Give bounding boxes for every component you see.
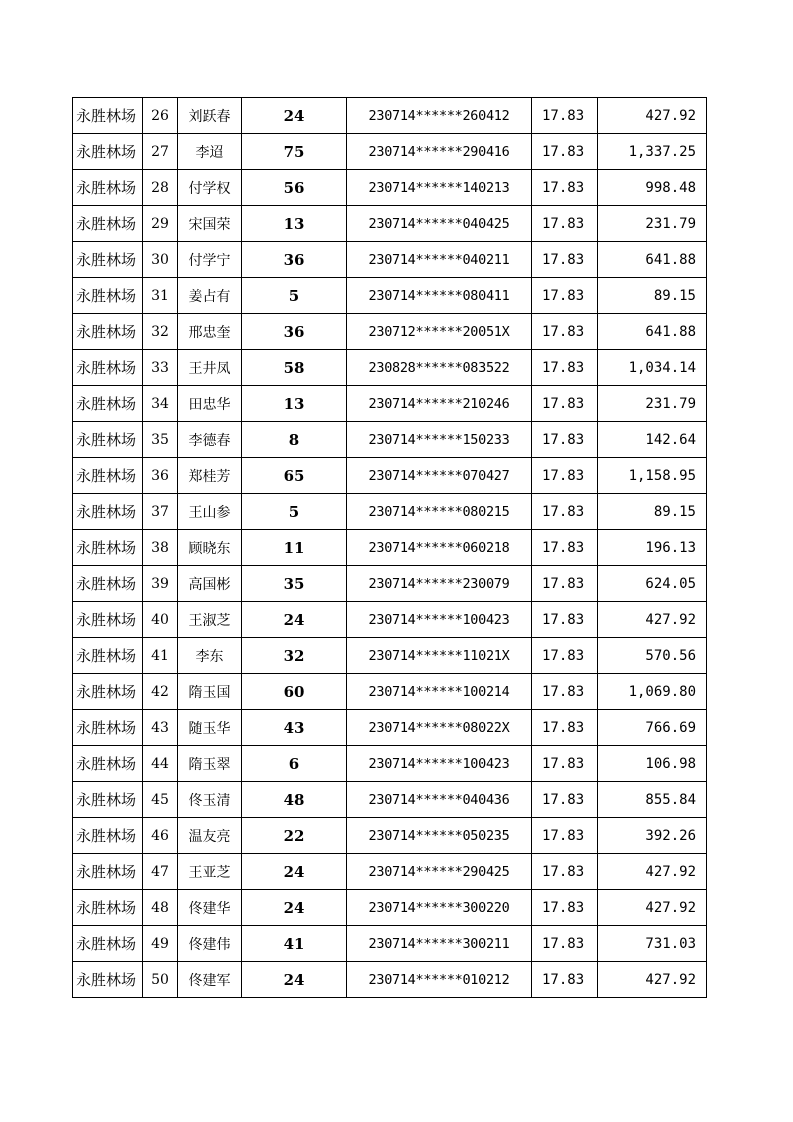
row-number-cell: 35 (143, 422, 178, 458)
table-row (73, 278, 707, 314)
name-cell: 王淑芝 (178, 602, 242, 638)
amount-cell: 427.92 (598, 890, 707, 926)
area-cell: 24 (242, 854, 347, 890)
id-number-cell: 230714******100423 (347, 602, 532, 638)
table-row (73, 854, 707, 890)
unit-cell: 永胜林场 (73, 170, 143, 206)
id-number-cell: 230714******290416 (347, 134, 532, 170)
name-cell: 王井凤 (178, 350, 242, 386)
name-cell: 隋玉翠 (178, 746, 242, 782)
area-cell: 43 (242, 710, 347, 746)
name-cell: 佟建伟 (178, 926, 242, 962)
amount-cell: 196.13 (598, 530, 707, 566)
area-cell: 56 (242, 170, 347, 206)
id-number-cell: 230714******210246 (347, 386, 532, 422)
row-number-cell: 45 (143, 782, 178, 818)
id-number-cell: 230714******050235 (347, 818, 532, 854)
row-number-cell: 43 (143, 710, 178, 746)
area-cell: 60 (242, 674, 347, 710)
row-number-cell: 26 (143, 98, 178, 134)
id-number-cell: 230714******300220 (347, 890, 532, 926)
unit-cell: 永胜林场 (73, 962, 143, 998)
area-cell: 36 (242, 314, 347, 350)
rate-cell: 17.83 (532, 854, 598, 890)
id-number-cell: 230714******11021X (347, 638, 532, 674)
id-number-cell: 230714******080215 (347, 494, 532, 530)
unit-cell: 永胜林场 (73, 746, 143, 782)
area-cell: 8 (242, 422, 347, 458)
name-cell: 李迢 (178, 134, 242, 170)
area-cell: 24 (242, 602, 347, 638)
rate-cell: 17.83 (532, 314, 598, 350)
amount-cell: 392.26 (598, 818, 707, 854)
amount-cell: 231.79 (598, 386, 707, 422)
id-number-cell: 230714******08022X (347, 710, 532, 746)
area-cell: 22 (242, 818, 347, 854)
rate-cell: 17.83 (532, 638, 598, 674)
row-number-cell: 36 (143, 458, 178, 494)
row-number-cell: 46 (143, 818, 178, 854)
unit-cell: 永胜林场 (73, 98, 143, 134)
name-cell: 李德春 (178, 422, 242, 458)
unit-cell: 永胜林场 (73, 458, 143, 494)
area-cell: 11 (242, 530, 347, 566)
unit-cell: 永胜林场 (73, 422, 143, 458)
table-row (73, 350, 707, 386)
row-number-cell: 50 (143, 962, 178, 998)
name-cell: 王亚芝 (178, 854, 242, 890)
table-row (73, 566, 707, 602)
table-row (73, 818, 707, 854)
area-cell: 5 (242, 494, 347, 530)
unit-cell: 永胜林场 (73, 134, 143, 170)
row-number-cell: 28 (143, 170, 178, 206)
id-number-cell: 230714******300211 (347, 926, 532, 962)
id-number-cell: 230714******040436 (347, 782, 532, 818)
amount-cell: 1,158.95 (598, 458, 707, 494)
rate-cell: 17.83 (532, 746, 598, 782)
table-row (73, 494, 707, 530)
id-number-cell: 230714******100423 (347, 746, 532, 782)
rate-cell: 17.83 (532, 566, 598, 602)
table-row (73, 782, 707, 818)
table-row (73, 170, 707, 206)
name-cell: 王山参 (178, 494, 242, 530)
name-cell: 郑桂芳 (178, 458, 242, 494)
rate-cell: 17.83 (532, 242, 598, 278)
rate-cell: 17.83 (532, 278, 598, 314)
unit-cell: 永胜林场 (73, 278, 143, 314)
id-number-cell: 230714******070427 (347, 458, 532, 494)
rate-cell: 17.83 (532, 782, 598, 818)
area-cell: 6 (242, 746, 347, 782)
amount-cell: 998.48 (598, 170, 707, 206)
unit-cell: 永胜林场 (73, 710, 143, 746)
rate-cell: 17.83 (532, 530, 598, 566)
amount-cell: 570.56 (598, 638, 707, 674)
unit-cell: 永胜林场 (73, 782, 143, 818)
row-number-cell: 37 (143, 494, 178, 530)
rate-cell: 17.83 (532, 134, 598, 170)
rate-cell: 17.83 (532, 350, 598, 386)
id-number-cell: 230714******230079 (347, 566, 532, 602)
id-number-cell: 230714******140213 (347, 170, 532, 206)
row-number-cell: 31 (143, 278, 178, 314)
unit-cell: 永胜林场 (73, 242, 143, 278)
area-cell: 24 (242, 890, 347, 926)
area-cell: 13 (242, 206, 347, 242)
row-number-cell: 38 (143, 530, 178, 566)
row-number-cell: 27 (143, 134, 178, 170)
rate-cell: 17.83 (532, 602, 598, 638)
rate-cell: 17.83 (532, 98, 598, 134)
rate-cell: 17.83 (532, 386, 598, 422)
amount-cell: 427.92 (598, 602, 707, 638)
rate-cell: 17.83 (532, 206, 598, 242)
name-cell: 温友亮 (178, 818, 242, 854)
name-cell: 顾晓东 (178, 530, 242, 566)
area-cell: 65 (242, 458, 347, 494)
row-number-cell: 33 (143, 350, 178, 386)
unit-cell: 永胜林场 (73, 566, 143, 602)
name-cell: 田忠华 (178, 386, 242, 422)
name-cell: 佟建军 (178, 962, 242, 998)
row-number-cell: 40 (143, 602, 178, 638)
table-row (73, 746, 707, 782)
table-row (73, 638, 707, 674)
table-row (73, 386, 707, 422)
row-number-cell: 34 (143, 386, 178, 422)
name-cell: 刘跃春 (178, 98, 242, 134)
amount-cell: 106.98 (598, 746, 707, 782)
unit-cell: 永胜林场 (73, 314, 143, 350)
amount-cell: 89.15 (598, 494, 707, 530)
area-cell: 35 (242, 566, 347, 602)
id-number-cell: 230714******040425 (347, 206, 532, 242)
table-row (73, 206, 707, 242)
name-cell: 邢忠奎 (178, 314, 242, 350)
id-number-cell: 230712******20051X (347, 314, 532, 350)
row-number-cell: 47 (143, 854, 178, 890)
table-row (73, 314, 707, 350)
row-number-cell: 42 (143, 674, 178, 710)
row-number-cell: 39 (143, 566, 178, 602)
name-cell: 付学宁 (178, 242, 242, 278)
unit-cell: 永胜林场 (73, 530, 143, 566)
row-number-cell: 49 (143, 926, 178, 962)
rate-cell: 17.83 (532, 890, 598, 926)
table-row (73, 98, 707, 134)
table-row (73, 674, 707, 710)
name-cell: 宋国荣 (178, 206, 242, 242)
id-number-cell: 230714******060218 (347, 530, 532, 566)
area-cell: 36 (242, 242, 347, 278)
amount-cell: 427.92 (598, 98, 707, 134)
table-row (73, 710, 707, 746)
name-cell: 隋玉国 (178, 674, 242, 710)
rate-cell: 17.83 (532, 494, 598, 530)
area-cell: 58 (242, 350, 347, 386)
amount-cell: 427.92 (598, 962, 707, 998)
unit-cell: 永胜林场 (73, 926, 143, 962)
rate-cell: 17.83 (532, 170, 598, 206)
rate-cell: 17.83 (532, 710, 598, 746)
area-cell: 48 (242, 782, 347, 818)
unit-cell: 永胜林场 (73, 350, 143, 386)
row-number-cell: 32 (143, 314, 178, 350)
area-cell: 5 (242, 278, 347, 314)
unit-cell: 永胜林场 (73, 854, 143, 890)
rate-cell: 17.83 (532, 422, 598, 458)
amount-cell: 1,069.80 (598, 674, 707, 710)
id-number-cell: 230714******010212 (347, 962, 532, 998)
id-number-cell: 230714******080411 (347, 278, 532, 314)
row-number-cell: 48 (143, 890, 178, 926)
name-cell: 随玉华 (178, 710, 242, 746)
amount-cell: 855.84 (598, 782, 707, 818)
area-cell: 32 (242, 638, 347, 674)
table-row (73, 890, 707, 926)
row-number-cell: 44 (143, 746, 178, 782)
name-cell: 佟建华 (178, 890, 242, 926)
table-row (73, 926, 707, 962)
unit-cell: 永胜林场 (73, 674, 143, 710)
row-number-cell: 29 (143, 206, 178, 242)
area-cell: 13 (242, 386, 347, 422)
amount-cell: 89.15 (598, 278, 707, 314)
amount-cell: 641.88 (598, 314, 707, 350)
id-number-cell: 230828******083522 (347, 350, 532, 386)
rate-cell: 17.83 (532, 818, 598, 854)
table-row (73, 422, 707, 458)
amount-cell: 1,034.14 (598, 350, 707, 386)
amount-cell: 731.03 (598, 926, 707, 962)
amount-cell: 624.05 (598, 566, 707, 602)
name-cell: 高国彬 (178, 566, 242, 602)
unit-cell: 永胜林场 (73, 206, 143, 242)
area-cell: 24 (242, 962, 347, 998)
unit-cell: 永胜林场 (73, 494, 143, 530)
table-row (73, 962, 707, 998)
unit-cell: 永胜林场 (73, 818, 143, 854)
id-number-cell: 230714******260412 (347, 98, 532, 134)
id-number-cell: 230714******040211 (347, 242, 532, 278)
amount-cell: 641.88 (598, 242, 707, 278)
unit-cell: 永胜林场 (73, 602, 143, 638)
name-cell: 付学权 (178, 170, 242, 206)
rate-cell: 17.83 (532, 674, 598, 710)
amount-cell: 1,337.25 (598, 134, 707, 170)
amount-cell: 142.64 (598, 422, 707, 458)
rate-cell: 17.83 (532, 926, 598, 962)
table-row (73, 458, 707, 494)
name-cell: 佟玉清 (178, 782, 242, 818)
id-number-cell: 230714******290425 (347, 854, 532, 890)
subsidy-table (72, 97, 707, 998)
row-number-cell: 41 (143, 638, 178, 674)
area-cell: 24 (242, 98, 347, 134)
table-row (73, 530, 707, 566)
table-row (73, 602, 707, 638)
area-cell: 75 (242, 134, 347, 170)
amount-cell: 231.79 (598, 206, 707, 242)
rate-cell: 17.83 (532, 962, 598, 998)
area-cell: 41 (242, 926, 347, 962)
name-cell: 李东 (178, 638, 242, 674)
table-body (73, 98, 707, 998)
row-number-cell: 30 (143, 242, 178, 278)
unit-cell: 永胜林场 (73, 386, 143, 422)
table-row (73, 242, 707, 278)
id-number-cell: 230714******150233 (347, 422, 532, 458)
unit-cell: 永胜林场 (73, 638, 143, 674)
unit-cell: 永胜林场 (73, 890, 143, 926)
name-cell: 姜占有 (178, 278, 242, 314)
amount-cell: 766.69 (598, 710, 707, 746)
id-number-cell: 230714******100214 (347, 674, 532, 710)
table-row (73, 134, 707, 170)
amount-cell: 427.92 (598, 854, 707, 890)
rate-cell: 17.83 (532, 458, 598, 494)
